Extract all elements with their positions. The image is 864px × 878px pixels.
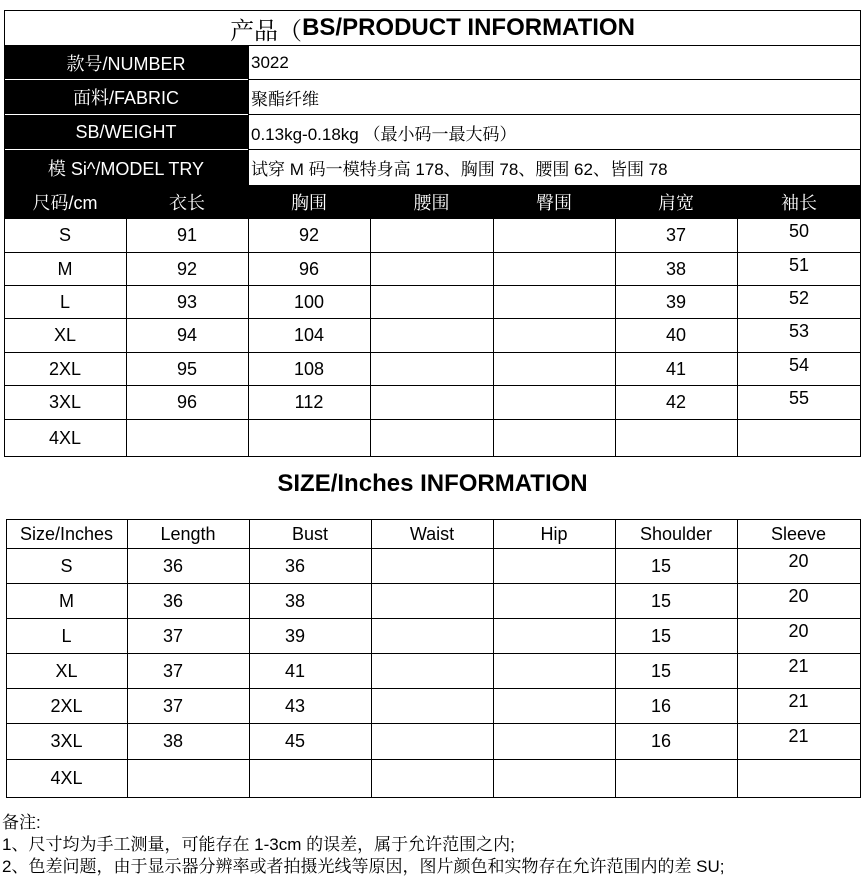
size-cm-header-hip: 臀围 [493,185,615,219]
size-cm-cell: 96 [298,258,320,279]
size-in-cell: 45 [285,731,306,751]
size-in-cell: 20 [788,586,809,606]
size-cm-cell: 100 [293,291,325,312]
size-cm-cell [370,386,493,419]
size-cm-cell: L [59,291,70,312]
size-cm-cell: 51 [788,255,810,275]
size-cm-cell: 53 [788,321,810,341]
size-in-cell [493,689,615,723]
size-in-cell: L [61,625,72,646]
size-in-cell: 21 [788,726,809,746]
size-in-cell: 38 [163,731,184,751]
size-in-cell [737,760,860,797]
size-cm-cell [370,253,493,285]
size-in-cell [493,654,615,688]
size-cm-cell [493,319,615,352]
size-cm-header-size: 尺码/cm [4,185,126,219]
product-info-title-en: BS/PRODUCT INFORMATION [302,14,635,41]
size-cm-cell: 2XL [48,358,82,379]
size-in-cell: 36 [163,590,184,611]
size-cm-cell [370,219,493,252]
size-cm-cell: 3XL [48,392,82,412]
size-in-header-length: Length [160,523,216,544]
info-value-fabric: 聚酯纤维 [251,89,319,109]
size-in-cell: 15 [651,590,672,611]
size-in-cell: 37 [163,695,184,716]
size-cm-cell [615,420,737,456]
size-in-cell [493,584,615,618]
size-in-cell: 39 [285,625,306,646]
info-label-fabric: 面料/FABRIC [4,80,248,114]
size-cm-cell: S [58,225,71,245]
size-cm-header-bust: 胸围 [248,185,370,219]
size-in-cell: 36 [163,555,184,576]
info-value-number: 3022 [251,52,289,72]
notes-heading: 备注: [2,813,41,832]
size-cm-cell [493,219,615,252]
size-in-header-waist: Waist [409,523,455,544]
size-in-header-shoulder: Shoulder [639,523,713,544]
size-in-header-sleeve: Sleeve [770,523,827,544]
size-in-cell: M [59,590,74,611]
size-in-cell: S [60,555,73,576]
size-cm-cell: 37 [665,225,687,245]
product-info-title-cn: 产品（ [230,17,303,45]
size-in-cell: 3XL [50,731,83,751]
size-in-cell [493,549,615,583]
size-cm-cell: 94 [176,325,198,345]
size-in-cell [371,689,493,723]
size-cm-cell: 108 [293,358,325,379]
size-cm-header-length: 衣长 [126,185,248,219]
size-cm-cell [248,420,370,456]
size-cm-cell [370,353,493,385]
size-in-cell: 4XL [50,768,83,788]
size-cm-header-shoulder: 肩宽 [615,185,737,219]
info-value-model-try: 试穿 M 码一模特身高 178、胸围 78、腰围 62、皆围 78 [251,160,668,179]
size-in-cell: XL [55,660,78,681]
size-cm-cell: 104 [293,325,325,345]
size-in-cell: 37 [163,625,184,646]
notes [2,812,862,876]
size-in-cell: 16 [651,731,672,751]
size-in-cell: 38 [285,590,306,611]
info-value-weight: 0.13kg-0.18kg （最小码一最大码） [251,124,517,144]
size-in-cell: 43 [285,695,306,716]
size-cm-header-sleeve: 袖长 [737,185,861,219]
size-cm-cell: 38 [665,258,687,279]
size-cm-cell: 4XL [48,427,82,448]
notes-item-1: 1、尺寸均为手工测量，可能存在 1-3cm 的误差，属于允许范围之内; [2,835,515,854]
size-cm-cell [493,286,615,318]
size-cm-cell: 92 [298,225,320,245]
size-in-cell [615,760,737,797]
size-in-cell [127,760,249,797]
size-cm-cell: 92 [176,258,198,279]
size-cm-cell: 95 [176,358,198,379]
size-in-cell: 21 [788,691,809,711]
size-in-header-bust: Bust [291,523,329,544]
size-cm-cell: XL [53,325,77,345]
size-in-cell: 15 [651,555,672,576]
size-cm-cell [493,386,615,419]
size-cm-cell: 40 [665,325,687,345]
size-in-cell [371,654,493,688]
size-in-cell: 15 [651,660,672,681]
size-cm-cell [493,253,615,285]
size-cm-cell [737,420,861,456]
size-in-cell [371,724,493,759]
size-cm-cell: 52 [788,288,810,308]
size-in-cell [493,760,615,797]
size-cm-cell: 93 [176,291,198,312]
size-in-cell: 41 [285,660,306,681]
size-cm-cell: 42 [665,392,687,412]
size-in-cell [371,549,493,583]
size-in-cell [493,724,615,759]
size-cm-cell: M [57,258,73,279]
size-in-header-size: Size/Inches [19,523,114,544]
size-cm-cell [493,353,615,385]
product-info-title [4,11,861,45]
notes-item-2: 2、色差问题，由于显示器分辨率或者拍摄光线等原因，图片颜色和实物存在允许范围内的差 SU; [2,857,725,876]
size-in-cell [371,619,493,653]
size-in-cell: 16 [651,695,672,716]
size-in-cell: 15 [651,625,672,646]
size-cm-cell [126,420,248,456]
size-in-cell: 20 [788,621,809,641]
size-cm-cell: 91 [176,225,198,245]
info-label-model-try: 模 Si^/MODEL TRY [4,150,248,185]
size-cm-cell: 54 [788,355,810,375]
size-in-cell: 37 [163,660,184,681]
size-inches-title: SIZE/Inches INFORMATION [277,470,588,497]
size-cm-header-waist: 腰围 [370,185,493,219]
size-cm-cell: 50 [788,221,810,241]
size-in-cell [371,760,493,797]
size-cm-cell: 41 [665,358,687,379]
size-cm-cell [370,286,493,318]
size-in-cell [249,760,371,797]
info-label-number: 款号/NUMBER [4,46,248,79]
size-cm-cell [370,420,493,456]
size-cm-cell [370,319,493,352]
size-in-header-hip: Hip [540,523,568,544]
size-cm-cell: 112 [294,392,324,412]
size-in-cell [371,584,493,618]
size-cm-cell: 55 [788,388,810,408]
size-in-cell [493,619,615,653]
size-cm-cell: 96 [176,392,198,412]
size-in-cell: 20 [788,551,809,571]
size-cm-cell [493,420,615,456]
size-in-cell: 2XL [50,695,83,716]
size-in-cell: 36 [285,555,306,576]
info-label-weight: SB/WEIGHT [4,115,248,149]
size-in-cell: 21 [788,656,809,676]
size-cm-cell: 39 [665,291,687,312]
